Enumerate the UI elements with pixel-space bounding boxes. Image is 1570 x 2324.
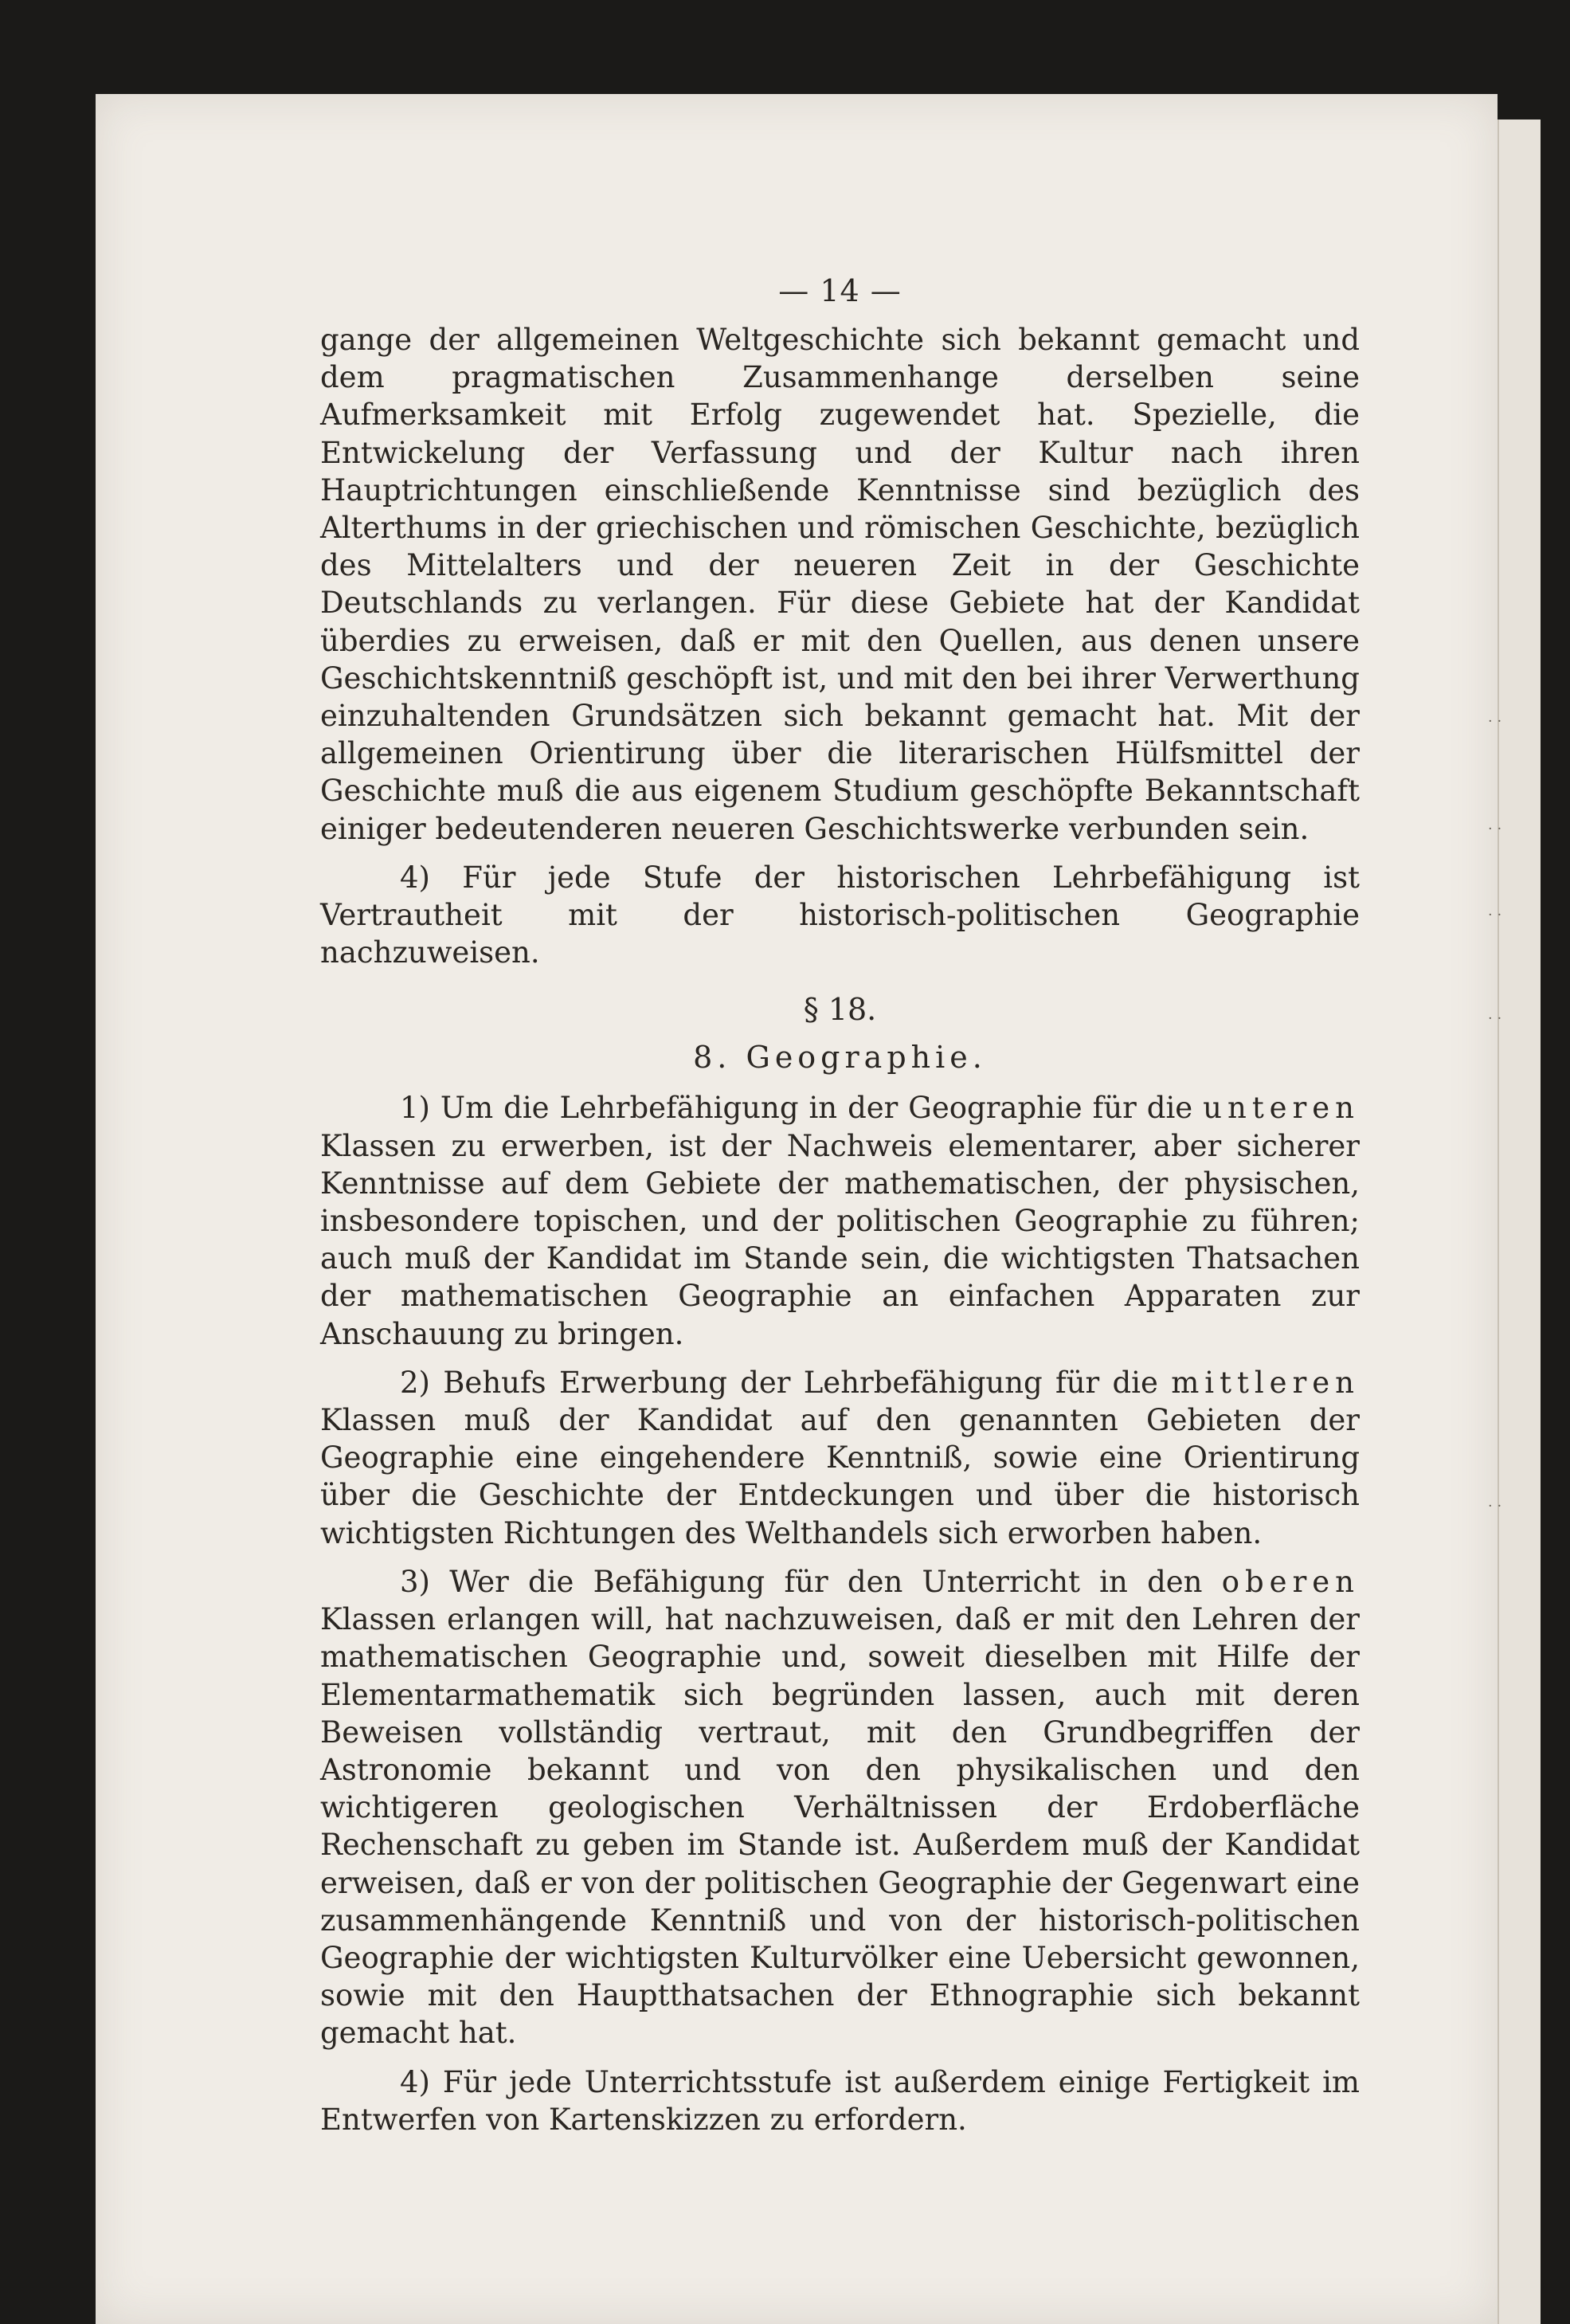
section-heading: § 18. bbox=[803, 992, 877, 1028]
item-1-emphasis: unteren bbox=[1203, 1091, 1360, 1126]
next-page-edge bbox=[1498, 120, 1541, 2324]
paragraph-history-item-4: 4) Für jede Stufe der historischen Lehrbefähigung ist Vertrautheit mit der historisch-politischen Geographie nachzuweisen. bbox=[320, 860, 1360, 970]
item-2-text-b: Klassen muß der Kandidat auf den genannten Gebieten der Geographie eine eingehendere Kenntniß, sowie eine Orientirung über die Geschichte der Entdeckungen und über die historisch wichtigsten Richtungen des Welthandels sich erworben haben. bbox=[320, 1403, 1360, 1550]
margin-mark: · · bbox=[1488, 1498, 1502, 1515]
margin-mark: · · bbox=[1488, 713, 1502, 730]
margin-mark: · · bbox=[1488, 821, 1502, 837]
section-title: 8. Geographie. bbox=[693, 1040, 987, 1076]
item-4: 4) Für jede Unterrichtsstufe ist außerdem einige Fertigkeit im Entwerfen von Kartenskizzen zu erfordern. bbox=[320, 2064, 1360, 2137]
margin-mark: · · bbox=[1488, 1010, 1502, 1027]
item-2-emphasis: mittleren bbox=[1171, 1365, 1360, 1400]
page-number: — 14 — bbox=[778, 273, 902, 308]
item-1-text-b: Klassen zu erwerben, ist der Nachweis elementarer, aber sicherer Kenntnisse auf dem Gebiete der mathematischen, der physischen, insbesondere topischen, und der politischen Geographie zu führen; auch muß der Kandidat im Stande sein, die wichtigsten Thatsachen der mathematischen Geographie an einfachen Apparaten zur Anschauung zu bringen. bbox=[320, 1128, 1360, 1351]
item-1-text-a: 1) Um die Lehrbefähigung in der Geographie für die bbox=[400, 1091, 1204, 1126]
item-1 bbox=[320, 1089, 1360, 1352]
item-3 bbox=[320, 1563, 1360, 2052]
paragraph-history-continued: gange der allgemeinen Weltgeschichte sich bekannt gemacht und dem pragmatischen Zusammenhange derselben seine Aufmerksamkeit mit Erfolg zugewendet hat. Spezielle, die Entwickelung der Verfassung und der Kultur nach ihren Hauptrichtungen einschließende Kenntnisse sind bezüglich des Alterthums in der griechischen und römischen Geschichte, bezüglich des Mittelalters und der neueren Zeit in der Geschichte Deutschlands zu verlangen. Für diese Gebiete hat der Kandidat überdies zu erweisen, daß er mit den Quellen, aus denen unsere Geschichtskenntniß geschöpft ist, und mit den bei ihrer Verwerthung einzuhaltenden Grundsätzen sich bekannt gemacht hat. Mit der allgemeinen Orientirung über die literarischen Hülfsmittel der Geschichte muß die aus eigenem Studium geschöpfte Bekanntschaft einiger bedeutenderen neueren Geschichtswerke verbunden sein. bbox=[320, 323, 1360, 846]
item-3-text-a: 3) Wer die Befähigung für den Unterricht in den bbox=[400, 1564, 1222, 1599]
margin-mark: · · bbox=[1488, 907, 1502, 923]
page-text bbox=[320, 267, 1360, 2138]
item-3-text-b: Klassen erlangen will, hat nachzuweisen, daß er mit den Lehren der mathematischen Geographie und, soweit dieselben mit Hilfe der Elementarmathematik sich begründen lassen, auch mit deren Beweisen vollständig vertraut, mit den Grundbegriffen der Astronomie bekannt und von den physikalischen und den wichtigeren geologischen Verhältnissen der Erdoberfläche Rechenschaft zu geben im Stande ist. Außerdem muß der Kandidat erweisen, daß er von der politischen Geographie der Gegenwart eine zusammenhängende Kenntniß und von der historisch-politischen Geographie der wichtigsten Kulturvölker eine Uebersicht gewonnen, sowie mit den Hauptthatsachen der Ethnographie sich bekannt gemacht hat. bbox=[320, 1602, 1360, 2051]
item-2 bbox=[320, 1364, 1360, 1552]
item-3-emphasis: oberen bbox=[1221, 1564, 1360, 1599]
item-2-text-a: 2) Behufs Erwerbung der Lehrbefähigung für die bbox=[400, 1365, 1172, 1400]
